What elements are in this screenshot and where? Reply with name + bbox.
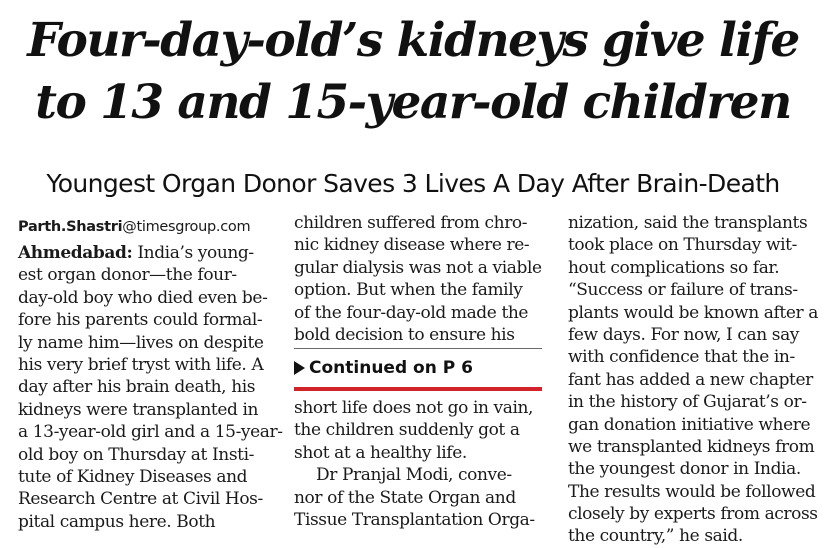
text-line: the youngest donor in India. (568, 459, 801, 480)
text-line: gan donation initiative where (568, 414, 811, 435)
text-line: bold decision to ensure his (294, 324, 515, 345)
text-line: pital campus here. Both (18, 511, 216, 532)
headline-line-2: to 13 and 15-year-old children (35, 75, 791, 130)
text-line: Tissue Transplantation Orga- (294, 509, 535, 530)
article-column-2-top (294, 212, 542, 346)
text-line: with confidence that the in- (568, 347, 795, 368)
triangle-right-icon (294, 361, 305, 375)
text-line: est organ donor—the four- (18, 265, 237, 286)
byline-author: Parth.Shastri (18, 219, 123, 235)
headline (0, 10, 826, 134)
text-line: shot at a healthy life. (294, 442, 467, 463)
text-line: day after his brain death, his (18, 377, 256, 398)
text-line: nic kidney disease where re- (294, 235, 530, 256)
article-column-3 (568, 212, 818, 548)
text-line: few days. For now, I can say (568, 324, 800, 345)
text-line: The results would be followed (568, 481, 816, 502)
article-column-1 (18, 212, 283, 533)
text-line: hout complications so far. (568, 257, 780, 278)
text-line: “Success or failure of trans- (568, 280, 798, 301)
byline (18, 212, 280, 242)
subheadline: Youngest Organ Donor Saves 3 Lives A Day After Brain-Death (46, 169, 780, 198)
text-line: the children suddenly got a (294, 420, 520, 441)
text-line: plants would be known after a (568, 302, 818, 323)
text-line: we transplanted kidneys from (568, 436, 815, 457)
text-line: children suffered from chro- (294, 213, 528, 233)
text-line: kidneys were transplanted in (18, 399, 259, 420)
text-line-fragment: India’s young- (132, 243, 254, 263)
continued-on-link[interactable] (294, 348, 542, 391)
text-line: option. But when the family (294, 280, 523, 301)
text-line: the country,” he said. (568, 526, 743, 547)
byline-domain: @timesgroup.com (122, 219, 251, 235)
text-line: of the four-day-old made the (294, 302, 529, 323)
text-line: took place on Thursday wit- (568, 235, 797, 256)
text-line: fore his parents could formal- (18, 310, 263, 331)
text-line: gular dialysis was not a viable (294, 257, 542, 278)
text-line: nization, said the transplants (568, 213, 808, 233)
text-line: ly name him—lives on despite (18, 332, 264, 353)
text-line: day-old boy who died even be- (18, 287, 268, 308)
text-line (18, 242, 280, 264)
article-column-2-bottom (294, 397, 542, 531)
text-line: Research Centre at Civil Hos- (18, 489, 263, 510)
text-line: tute of Kidney Diseases and (18, 466, 248, 487)
headline-line-1: Four-day-old’s kidneys give life (27, 13, 799, 68)
text-line: a 13-year-old girl and a 15-year- (18, 422, 283, 443)
red-rule-divider (294, 387, 542, 391)
text-line: short life does not go in vain, (294, 398, 534, 418)
text-line: nor of the State Organ and (294, 487, 516, 508)
text-line: his very brief tryst with life. A (18, 354, 264, 375)
text-line: old boy on Thursday at Insti- (18, 444, 254, 465)
continued-label: Continued on P 6 (309, 358, 473, 378)
text-line: fant has added a new chapter (568, 369, 813, 390)
text-line: closely by experts from across (568, 504, 818, 525)
continued-label-row[interactable] (294, 349, 542, 387)
text-line: Dr Pranjal Modi, conve- (316, 465, 512, 486)
dateline: Ahmedabad: (18, 243, 133, 263)
text-line: in the history of Gujarat’s or- (568, 392, 807, 413)
